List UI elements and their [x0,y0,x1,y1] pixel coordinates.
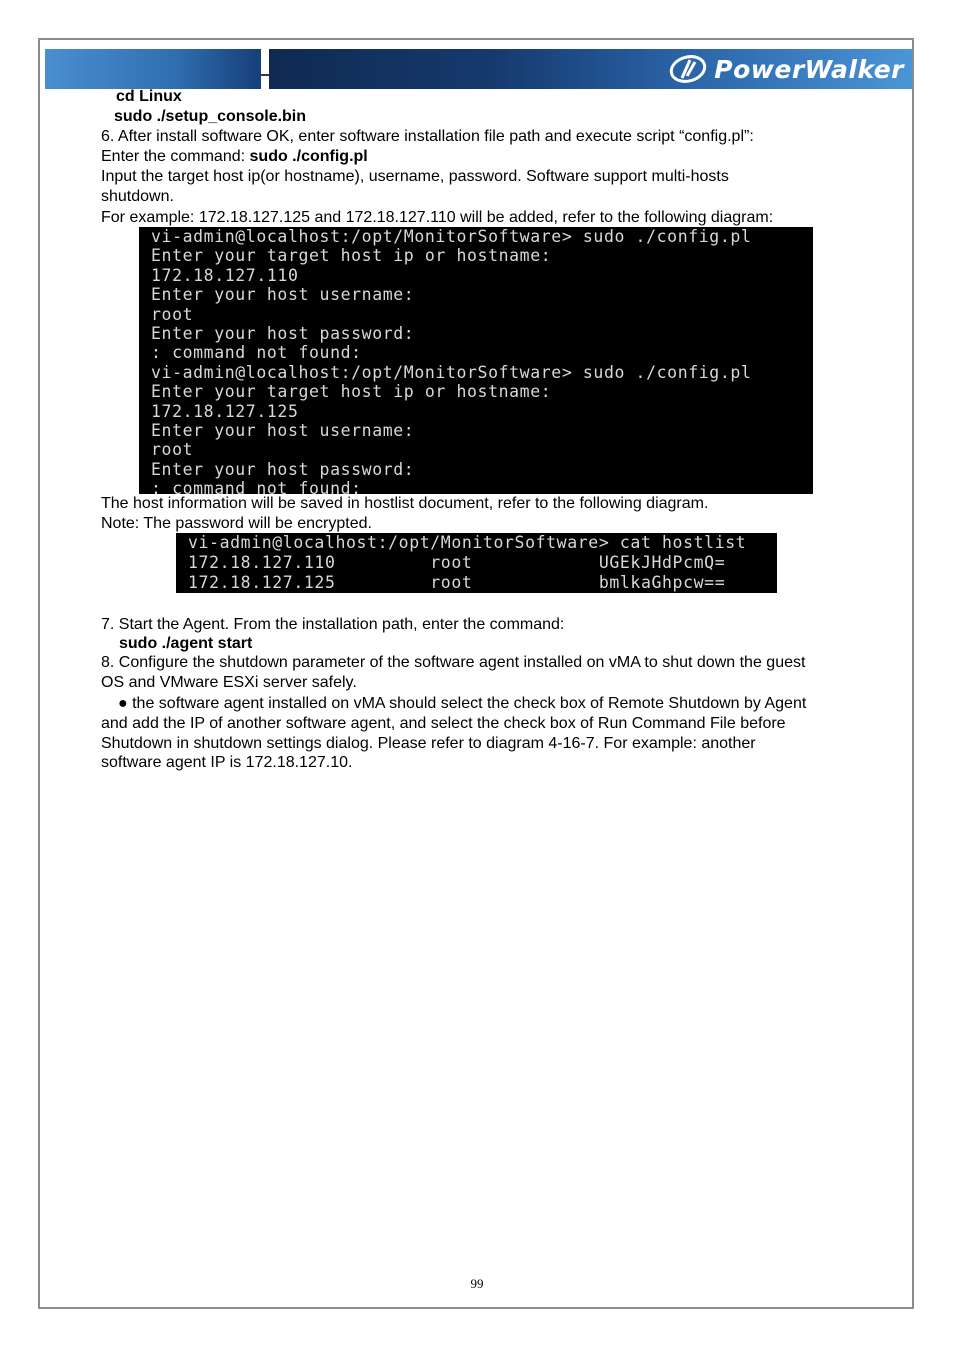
header-band-left [45,49,261,89]
step8-line1: 8. Configure the shutdown parameter of the software agent installed on vMA to shut down the guest [101,654,806,671]
terminal-line: : command not found: [151,343,362,363]
terminal-line: 172.18.127.110 root UGEkJHdPcmQ= [188,553,726,572]
hostlist-saved-text: The host information will be saved in hostlist document, refer to the following diagram. [101,495,709,512]
terminal-line: Enter your target host ip or hostname: [151,382,552,402]
terminal-line: vi-admin@localhost:/opt/MonitorSoftware> sudo ./config.pl [151,227,752,246]
terminal-hostlist-screenshot [176,533,777,593]
terminal-line: 172.18.127.125 root bmlkaGhpcw== [188,573,726,592]
terminal-line: 172.18.127.110 [151,265,299,285]
config-command: sudo ./config.pl [249,148,368,165]
powerwalker-emblem-icon [668,54,708,84]
header-divider [261,74,269,76]
terminal-line: Enter your host password: [151,324,415,343]
step6-input-line1: Input the target host ip(or hostname), username, password. Software support multi-hosts [101,168,729,185]
cmd-setup-console: sudo ./setup_console.bin [114,108,307,125]
step6-example: For example: 172.18.127.125 and 172.18.127.110 will be added, refer to the following diagram: [101,209,774,226]
terminal-line: Enter your target host ip or hostname: [151,246,552,266]
terminal-line: root [151,304,194,324]
terminal-line: vi-admin@localhost:/opt/MonitorSoftware> sudo ./config.pl [151,362,752,382]
step6-enter-command [101,147,368,167]
terminal-line: vi-admin@localhost:/opt/MonitorSoftware> cat hostlist [188,533,747,552]
agent-start-command: sudo ./agent start [119,635,253,652]
brand-name: PowerWalker [714,54,904,84]
step8-bullet-line1: ● the software agent installed on vMA should select the check box of Remote Shutdown by Agent [118,695,807,712]
terminal-line: root [151,440,194,460]
terminal-config-screenshot [139,227,813,494]
enter-prefix: Enter the command: [101,148,250,165]
page-number: 99 [470,1276,484,1291]
step8-bullet-line2: and add the IP of another software agent, and select the check box of Run Command File before [101,715,786,732]
terminal-line: Enter your host username: [151,421,415,440]
step6-input-line2: shutdown. [101,188,174,205]
step7-heading: 7. Start the Agent. From the installation path, enter the command: [101,616,565,633]
password-note: Note: The password will be encrypted. [101,515,372,532]
terminal-line: 172.18.127.125 [151,401,299,421]
terminal-line: Enter your host username: [151,285,415,305]
terminal-line: : command not found: [151,479,362,494]
step6-heading: 6. After install software OK, enter software installation file path and execute script “config.pl”: [101,128,754,145]
brand-logo [668,52,904,86]
step8-line2: OS and VMware ESXi server safely. [101,674,357,691]
step8-bullet-line4: software agent IP is 172.18.127.10. [101,754,353,771]
cmd-cd-linux: cd Linux [116,88,182,105]
step8-bullet-line3: Shutdown in shutdown settings dialog. Please refer to diagram 4-16-7. For example: another [101,735,756,752]
terminal-line: Enter your host password: [151,459,415,479]
